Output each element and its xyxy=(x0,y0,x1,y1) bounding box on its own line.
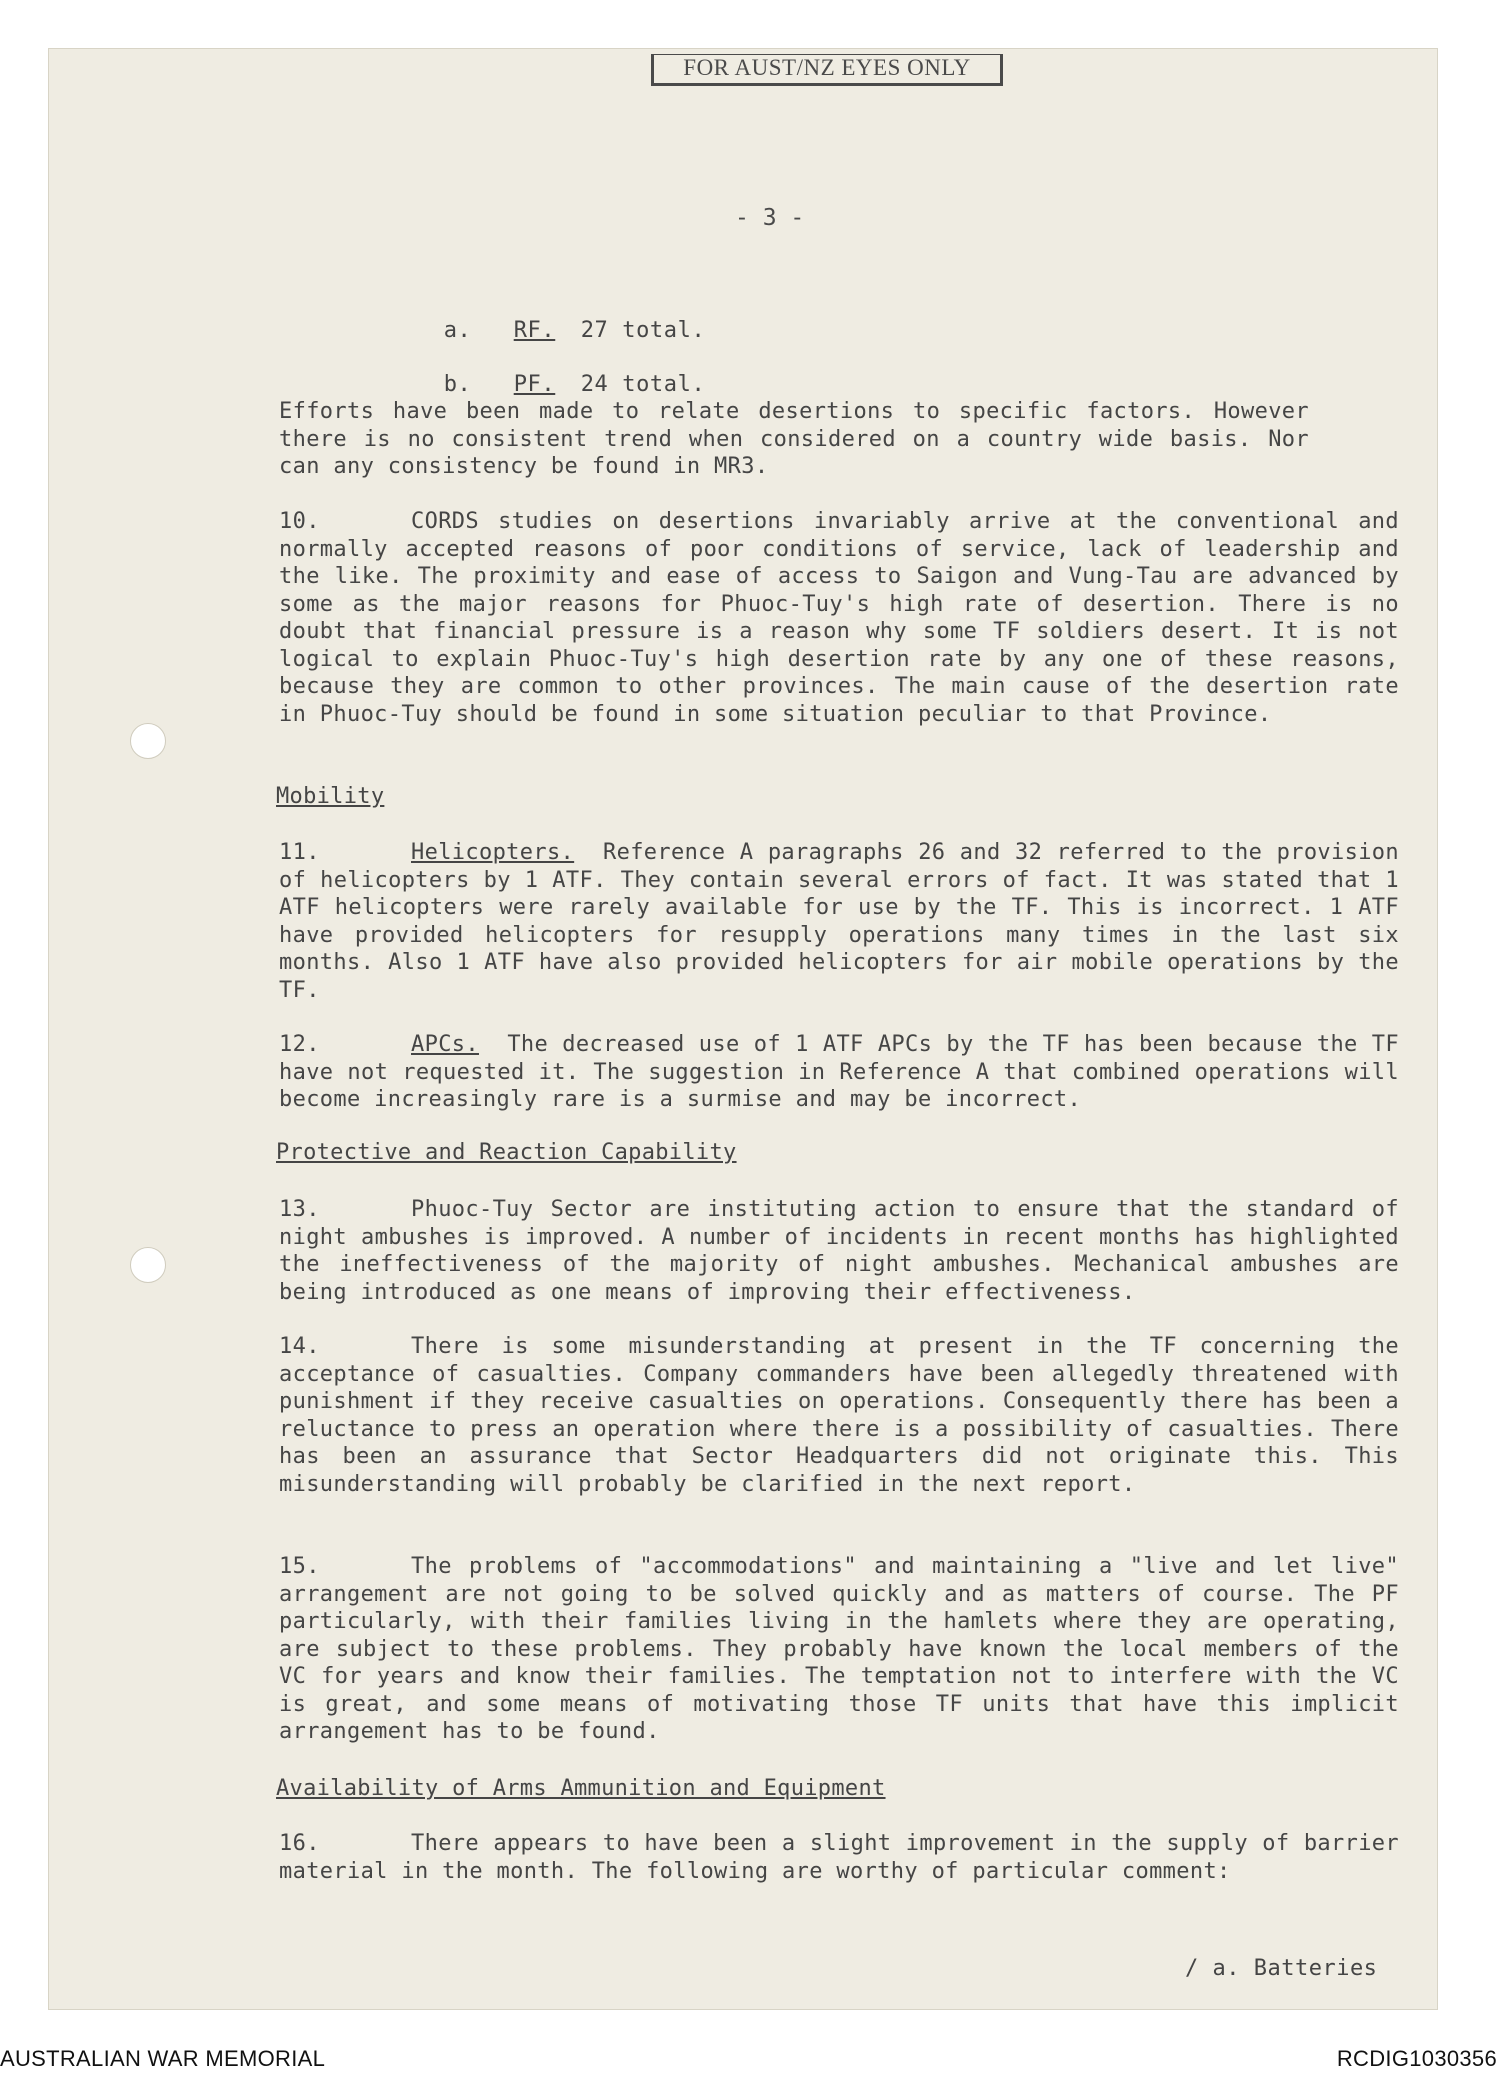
paragraph-15 xyxy=(279,1553,1399,1746)
paragraph-text: The decreased use of 1 ATF APCs by the TF has been because the TF have not requested it. The suggestion in Reference A that combined operations will become increasingly rare is a surmise and may be incorrect. xyxy=(279,1032,1399,1112)
list-text: 24 total. xyxy=(580,372,706,397)
paragraph-13 xyxy=(279,1196,1399,1306)
paragraph-16 xyxy=(279,1830,1399,1885)
list-label: RF. xyxy=(513,318,556,343)
list-marker: a. xyxy=(443,318,472,343)
paragraph-title: APCs. xyxy=(411,1032,479,1057)
paragraph-number: 12. xyxy=(279,1032,320,1057)
paragraph-10 xyxy=(279,508,1399,728)
list-marker: b. xyxy=(443,372,472,397)
paragraph-text: CORDS studies on desertions invariably arrive at the conventional and normally accepted reasons of poor conditions of service, lack of leadership and the like. The proximity and ease of access to Saigon and Vung-Tau are advanced by some as the major reasons for Phuoc-Tuy's high rate of desertion. There is no doubt that financial pressure is a reason why some TF soldiers desert. It is not logical to explain Phuoc-Tuy's high desertion rate by any one of these reasons, because they are common to other provinces. The main cause of the desertion rate in Phuoc-Tuy should be found in some situation peculiar to that Province. xyxy=(279,509,1399,727)
paragraph-12 xyxy=(279,1031,1399,1114)
paragraph-text: There is some misunderstanding at present in the TF concerning the acceptance of casualties. Company commanders have been allegedly threatened with punishment if they receive casualties on operations. Consequently there has been a reluctance to press an operation where there is a possibility of casualties. There has been an assurance that Sector Headquarters did not originate this. This misunderstanding will probably be clarified in the next report. xyxy=(279,1334,1399,1497)
paragraph-number: 11. xyxy=(279,840,320,865)
paragraph-text: Phuoc-Tuy Sector are instituting action to ensure that the standard of night ambushes is improved. A number of incidents in recent months has highlighted the ineffectiveness of the majority of night ambushes. Mechanical ambushes are being introduced as one means of improving their effectiveness. xyxy=(279,1197,1399,1305)
paragraph-text: The problems of "accommodations" and maintaining a "live and let live" arrangement are not going to be solved quickly and as matters of course. The PF particularly, with their families living in the hamlets where they are operating, are subject to these problems. They probably have known the local members of the VC for years and know their families. The temptation not to interfere with the VC is great, and some means of motivating those TF units that have this implicit arrangement has to be found. xyxy=(279,1554,1399,1744)
section-heading-mobility: Mobility xyxy=(276,784,385,809)
section-heading-protective: Protective and Reaction Capability xyxy=(276,1140,737,1165)
list-text: 27 total. xyxy=(580,318,706,343)
paragraph-number: 15. xyxy=(279,1554,320,1579)
paragraph-11 xyxy=(279,839,1399,1004)
list-item xyxy=(416,344,705,398)
footer-archive-name: AUSTRALIAN WAR MEMORIAL xyxy=(0,2046,326,2071)
paragraph-text: There appears to have been a slight improvement in the supply of barrier material in the month. The following are worthy of particular comment: xyxy=(279,1831,1399,1884)
punch-hole xyxy=(130,1247,166,1283)
page-number: - 3 - xyxy=(735,205,805,231)
continuation-note: / a. Batteries xyxy=(1185,1956,1378,1981)
paragraph-number: 10. xyxy=(279,509,320,534)
section-heading-availability: Availability of Arms Ammunition and Equipment xyxy=(276,1776,886,1801)
paragraph-text: Reference A paragraphs 26 and 32 referred to the provision of helicopters by 1 ATF. They contain several errors of fact. It was stated that 1 ATF helicopters were rarely available for use by the TF. This is incorrect. 1 ATF have provided helicopters for resupply operations many times in the last six months. Also 1 ATF have also provided helicopters for air mobile operations by the TF. xyxy=(279,840,1399,1003)
list-item xyxy=(416,290,705,344)
paragraph-14 xyxy=(279,1333,1399,1498)
classification-stamp: FOR AUST/NZ EYES ONLY xyxy=(651,54,1003,86)
paragraph-number: 16. xyxy=(279,1831,320,1856)
footer-document-id: RCDIG1030356 xyxy=(1336,2046,1497,2071)
paragraph-title: Helicopters. xyxy=(411,840,575,865)
paragraph-number: 14. xyxy=(279,1334,320,1359)
list-label: PF. xyxy=(513,372,556,397)
punch-hole xyxy=(130,723,166,759)
paragraph-number: 13. xyxy=(279,1197,320,1222)
paragraph-efforts: Efforts have been made to relate desertions to specific factors. However there is no consistent trend when considered on a country wide basis. Nor can any consistency be found in MR3. xyxy=(279,399,1309,479)
